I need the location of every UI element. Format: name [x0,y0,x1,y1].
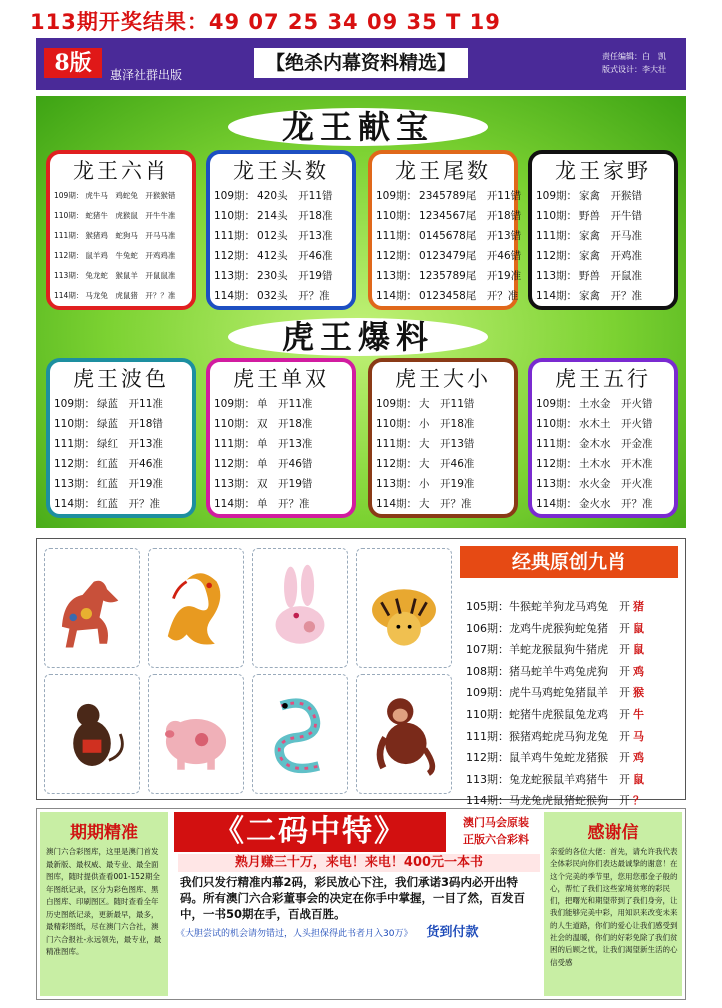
prediction-value: 单 开？准 [257,498,310,510]
box-row [54,226,188,246]
nine-row [466,792,644,808]
box-row [54,286,188,306]
box-row [536,474,670,494]
issue-label: 110期： [214,210,256,222]
prediction-value: 大 开？准 [419,498,472,510]
box-row [214,494,348,514]
box-row [376,186,522,206]
zodiac-list: 猴猪鸡蛇虎马狗龙兔 开 [509,729,630,743]
box-row [54,186,188,206]
issue-label: 110期： [536,418,578,430]
issue-label: 109期： [376,190,418,202]
top-result: 113期开奖结果：49 07 25 34 09 35 T 19 [30,10,501,34]
issue-label: 112期： [536,458,578,470]
left-box [40,812,168,996]
issue-label: 110期： [536,210,578,222]
issue-label: 114期： [536,498,578,510]
issue-label: 113期： [214,270,256,282]
issue-label: 113期： [54,478,96,490]
zodiac-list: 牛猴蛇羊狗龙马鸡兔 开 [509,600,630,613]
box-row [376,246,522,266]
result-zodiac: 鼠 [633,643,644,657]
prediction-box [528,358,678,518]
issue-label: 114期： [466,794,509,808]
prediction-value: 土木水 开木准 [579,458,653,470]
issue-label: 111期： [54,231,84,240]
result-zodiac: 猪 [633,600,644,613]
snake-icon [253,675,347,793]
box-row [214,286,348,306]
prediction-box [46,358,196,518]
box-title: 龙王尾数 [395,159,491,183]
prediction-value: 红蓝 开？准 [97,498,161,510]
box-row [376,494,510,514]
prediction-value: 012头 开13准 [257,230,333,242]
horse-icon [45,549,139,667]
issue-label: 106期： [466,621,509,635]
box-row [214,474,348,494]
animal-cell [356,674,452,794]
issue-label: 113期： [536,270,578,282]
issue-label: 113期： [466,772,509,786]
box-row [536,206,670,226]
nine-row [466,749,644,765]
zodiac-list: 鼠羊鸡牛兔蛇龙猪猴 开 [509,751,630,765]
nine-row [466,706,644,722]
box-title: 虎王单双 [233,367,329,391]
nine-row [466,620,644,636]
box-title: 龙王头数 [233,159,329,183]
box-row [376,226,522,246]
box-row [536,266,670,286]
box-row [54,206,188,226]
result-zodiac: 鸡 [633,751,644,765]
issue-label: 109期： [54,398,96,410]
animal-cell [148,674,244,794]
prediction-value: 230头 开19错 [257,270,333,282]
animal-cell [44,674,140,794]
issue-label: 114期： [214,290,256,302]
banner-bottom: 虎王爆料 [228,318,488,356]
box-title: 虎王大小 [395,367,491,391]
prediction-value: 蛇猪牛 虎猴鼠 开牛牛准 [85,211,176,220]
promo-text: 我们只发行精准内幕2码，彩民放心下注，我们承诺3码内必开出特码。所有澳门六合彩董事会的决定在你手中掌握，一目了然，百发百中，一书50期在手，百战百胜。 [180,875,525,921]
box-row [536,414,670,434]
edition-badge: 8版 [44,48,102,78]
issue-label: 112期： [466,751,509,765]
prediction-value: 单 开11准 [257,398,313,410]
prediction-value: 家禽 开马准 [579,230,643,242]
zodiac-list: 虎牛马鸡蛇兔猪鼠羊 开 [509,686,630,700]
prediction-value: 032头 开？准 [257,290,330,302]
zodiac-list: 龙鸡牛虎猴狗蛇兔猪 开 [509,621,630,635]
animal-cell [148,548,244,668]
publisher-label: 惠泽社群出版 [110,68,183,82]
prediction-value: 大 开11错 [419,398,475,410]
box-row [376,434,510,454]
issue-label: 114期： [536,290,578,302]
nine-row [466,663,644,679]
issue-label: 110期： [376,210,418,222]
issue-label: 114期： [376,290,418,302]
box-row [214,226,348,246]
issue-label: 110期： [54,211,84,220]
prediction-value: 金火水 开？准 [579,498,653,510]
prediction-box [206,150,356,310]
issue-label: 113期： [376,270,418,282]
prediction-value: 1234567尾 开18错 [419,210,522,222]
issue-label: 112期： [54,458,96,470]
prediction-value: 0123458尾 开？准 [419,290,519,302]
prediction-value: 小 开19准 [419,478,475,490]
issue-label: 113期： [376,478,418,490]
nine-row [466,684,644,700]
issue-label: 112期： [54,251,84,260]
prediction-value: 家禽 开？准 [579,290,643,302]
prediction-value: 双 开19错 [257,478,313,490]
box-row [376,286,519,306]
rat-icon [45,675,139,793]
prediction-value: 大 开46准 [419,458,475,470]
side-note-2: 正版六合彩料 [463,833,529,846]
issue-label: 111期： [376,230,418,242]
box-row [376,266,522,286]
prediction-value: 绿蓝 开11准 [97,398,163,410]
box-row [54,246,188,266]
issue-label: 109期： [536,398,578,410]
designer-credit: 版式设计：李大壮 [602,65,666,74]
dragon-icon [149,549,243,667]
nine-row [466,598,644,614]
prediction-value: 鼠羊鸡 牛兔蛇 开鸡鸡准 [85,251,176,260]
right-title: 感谢信 [587,823,639,843]
issue-label: 112期： [376,250,418,262]
box-title: 龙王家野 [555,159,651,183]
rabbit-icon [253,549,347,667]
box-row [214,414,348,434]
tiger-icon [357,549,451,667]
prediction-value: 0123479尾 开46错 [419,250,522,262]
nine-title: 经典原创九肖 [460,546,678,578]
prediction-value: 单 开46错 [257,458,313,470]
issue-label: 112期： [536,250,578,262]
issue-label: 112期： [214,458,256,470]
box-row [54,414,188,434]
box-row [536,394,670,414]
result-zodiac: 牛 [633,708,644,721]
left-title: 期期精准 [70,823,138,843]
promo-foot [176,924,544,942]
prediction-value: 大 开13错 [419,438,475,450]
box-row [214,454,348,474]
prediction-value: 214头 开18准 [257,210,333,222]
zodiac-list: 兔龙蛇猴鼠羊鸡猪牛 开 [509,772,630,786]
issue-label: 111期： [54,438,96,450]
prediction-box [528,150,678,310]
box-row [536,186,670,206]
prediction-value: 野兽 开鼠准 [579,270,643,282]
issue-label: 107期： [466,643,509,657]
prediction-value: 412头 开46准 [257,250,333,262]
box-row [54,494,188,514]
issue-label: 111期： [536,438,578,450]
issue-label: 109期： [214,398,256,410]
zodiac-list: 猪马蛇羊牛鸡兔虎狗 开 [509,664,630,678]
animal-cell [252,674,348,794]
editor-credit: 责任编辑：白 凯 [602,52,666,61]
box-row [376,394,510,414]
slogan: 熟月赚三十万，来电！来电！400元一本书 [178,854,540,872]
result-zodiac: 马 [633,729,644,743]
right-body: 亲爱的各位大佬：首先，请允许我代表全体彩民向你们表达最诚挚的谢意！在这个完美的季节里，您用您那金子般的心，帮忙了我们这些家境贫寒的彩民们，把曙光和期望带到了我们身旁，让我们能够完美中彩，用知识来改变未来的人生道路，你们的爱心让我们感受到社会的温暖，你们的好彩免除了我们贫困的后顾之忧，让我们渴望新生活的心信受感 [550,847,678,967]
right-box [544,812,682,996]
prediction-value: 金木水 开金准 [579,438,653,450]
box-row [376,206,522,226]
result-zodiac: 鼠 [633,621,644,635]
issue-label: 109期： [376,398,418,410]
cod-label: 货到付款 [426,925,479,940]
prediction-value: 野兽 开牛错 [579,210,643,222]
prediction-value: 土水金 开火错 [579,398,653,410]
issue-label: 109期： [214,190,256,202]
box-row [536,454,670,474]
promo-foot-text: 《大胆尝试的机会请勿错过，人头担保得此书者月入30万》 [176,929,413,939]
side-note [450,814,542,848]
issue-label: 109期： [54,191,84,200]
prediction-value: 绿蓝 开18错 [97,418,163,430]
result-zodiac: 鼠 [633,772,644,786]
prediction-value: 双 开18准 [257,418,313,430]
issue-label: 111期： [376,438,418,450]
box-title: 龙王六肖 [73,159,169,183]
prediction-value: 兔龙蛇 猴鼠羊 开鼠鼠准 [85,271,176,280]
box-row [214,394,348,414]
prediction-value: 红蓝 开46准 [97,458,163,470]
prediction-value: 马龙兔 虎鼠猪 开？？准 [85,291,176,300]
pig-icon [149,675,243,793]
prediction-box [368,358,518,518]
result-zodiac: 猴 [633,686,644,700]
box-row [536,434,670,454]
issue-label: 111期： [466,729,509,743]
box-row [536,494,670,514]
banner-top: 龙王献宝 [228,108,488,146]
issue-label: 105期： [466,600,509,613]
side-note-1: 澳门马会原装 [463,816,529,829]
box-row [536,226,670,246]
issue-label: 110期： [54,418,96,430]
issue-label: 110期： [466,708,509,721]
prediction-value: 2345789尾 开11错 [419,190,522,202]
prediction-value: 小 开18准 [419,418,475,430]
issue-label: 111期： [214,230,256,242]
issue-label: 112期： [214,250,256,262]
box-row [214,434,348,454]
zodiac-list: 羊蛇龙猴鼠狗牛猪虎 开 [509,643,630,657]
prediction-value: 420头 开11错 [257,190,333,202]
header-title: 【绝杀内幕资料精选】 [254,48,468,78]
prediction-value: 水木土 开火错 [579,418,653,430]
issue-label: 114期： [376,498,418,510]
box-row [536,286,670,306]
animal-cell [252,548,348,668]
issue-label: 113期： [536,478,578,490]
issue-label: 110期： [376,418,418,430]
header-bar [36,38,686,90]
box-row [54,394,188,414]
left-body: 澳门六合彩图库，这里是澳门首发最新版、最权威、最专业、最全面图库，随时提供查看001-152期全年图纸记录，区分为彩色图库、黑白图库、印刷图区。随时查看全年历史图纸记录，更新最早，最多，最精彩图纸，尽在澳门六合社，澳门六合报社-永远领先，最专业，最精准图库。 [46,847,162,956]
box-row [54,434,188,454]
box-row [54,266,188,286]
box-row [214,266,348,286]
issue-label: 110期： [214,418,256,430]
box-title: 虎王五行 [555,367,651,391]
prediction-box [206,358,356,518]
result-zodiac: 鸡 [633,664,644,678]
issue-label: 108期： [466,664,509,678]
prediction-value: 1235789尾 开19准 [419,270,522,282]
box-row [376,454,510,474]
issue-label: 113期： [214,478,256,490]
prediction-value: 单 开13准 [257,438,313,450]
box-row [376,474,510,494]
prediction-value: 家禽 开猴错 [579,190,643,202]
nine-row [466,771,644,787]
prediction-value: 猴猪鸡 蛇狗马 开马马准 [85,231,176,240]
prediction-box [368,150,522,310]
result-zodiac: ？ [633,794,644,808]
nine-row [466,641,644,657]
prediction-value: 水火金 开火准 [579,478,653,490]
issue-label: 114期： [214,498,256,510]
issue-label: 113期： [54,271,84,280]
issue-label: 112期： [376,458,418,470]
box-row [214,206,348,226]
box-row [214,186,348,206]
issue-label: 109期： [536,190,578,202]
prediction-value: 绿红 开13准 [97,438,163,450]
zodiac-list: 蛇猪牛虎猴鼠兔龙鸡 开 [509,708,630,721]
box-row [376,414,510,434]
nine-row [466,728,644,744]
issue-label: 109期： [466,686,509,700]
prediction-value: 0145678尾 开13错 [419,230,522,242]
issue-label: 111期： [536,230,578,242]
issue-label: 114期： [54,498,96,510]
animal-cell [356,548,452,668]
box-row [54,454,188,474]
monkey-icon [357,675,451,793]
issue-label: 114期： [54,291,84,300]
box-title: 虎王波色 [73,367,169,391]
prediction-value: 红蓝 开19准 [97,478,163,490]
credits [602,50,666,76]
box-row [54,474,188,494]
big-title: 《二码中特》 [174,812,446,852]
prediction-box [46,150,196,310]
prediction-value: 虎牛马 鸡蛇兔 开猴猴错 [85,191,176,200]
box-row [214,246,348,266]
issue-label: 111期： [214,438,256,450]
prediction-value: 家禽 开鸡准 [579,250,643,262]
animal-cell [44,548,140,668]
zodiac-list: 马龙兔虎鼠猪蛇猴狗 开 [509,794,630,808]
box-row [536,246,670,266]
